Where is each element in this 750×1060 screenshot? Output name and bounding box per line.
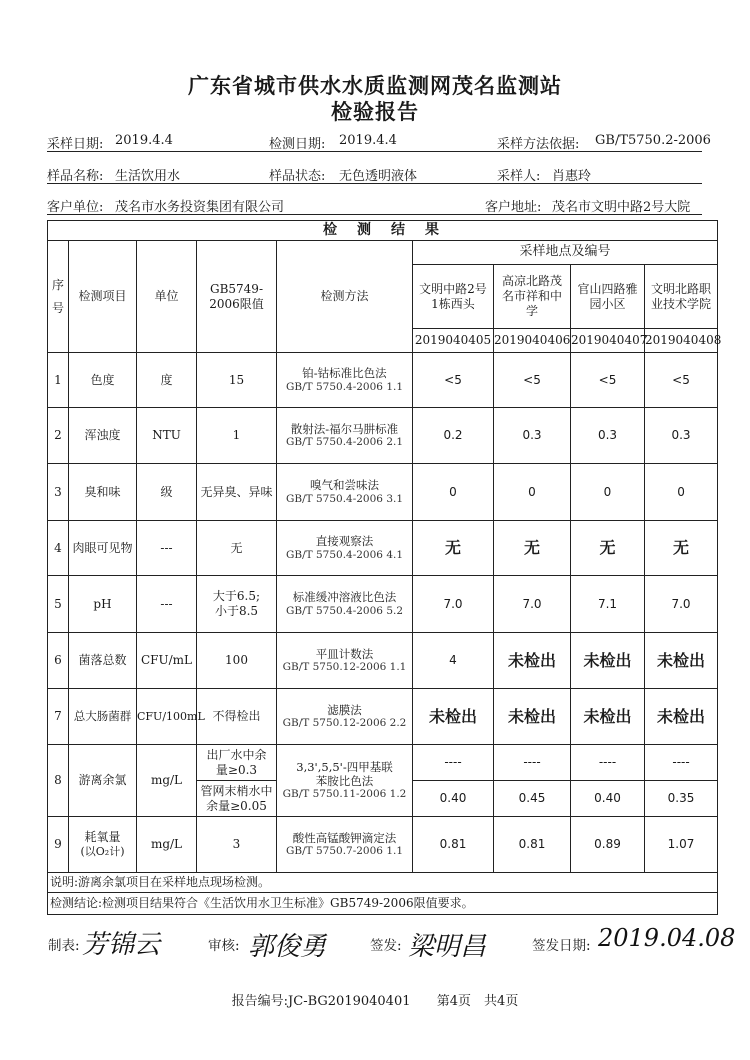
row-seq: 9 — [48, 817, 69, 873]
method-standard: GB/T 5750.4-2006 4.1 — [285, 548, 404, 561]
row-limit: 100 — [197, 633, 277, 689]
location-name-2: 高凉北路茂名市祥和中学 — [494, 265, 571, 329]
result-value: ---- — [571, 745, 645, 781]
row-unit: CFU/mL — [137, 633, 197, 689]
item-line-2: (以O₂计) — [80, 845, 125, 859]
method-standard: GB/T 5750.12-2006 2.2 — [282, 717, 407, 730]
row-seq: 7 — [48, 689, 69, 745]
result-value: 未检出 — [571, 633, 645, 689]
method-name: 嗅气和尝味法 — [310, 478, 379, 493]
method-name: 平皿计数法 — [315, 646, 374, 661]
row-limit: 无异臭、异味 — [197, 464, 277, 521]
sample-name-label: 样品名称: — [47, 169, 104, 184]
location-code-1: 2019040405 — [413, 329, 494, 353]
row-limit-network: 管网末梢水中余量≥0.05 — [197, 781, 277, 817]
result-value: 无 — [645, 521, 718, 576]
method-name: 标准缓冲溶液比色法 — [292, 590, 397, 605]
conclusion-row — [48, 893, 718, 915]
method-standard: GB/T 5750.4-2006 2.1 — [285, 436, 404, 449]
row-item: 浑浊度 — [69, 408, 137, 464]
result-value: ---- — [645, 745, 718, 781]
table-row — [48, 689, 718, 745]
sample-state: 无色透明液体 — [339, 169, 418, 184]
row-seq: 3 — [48, 464, 69, 521]
result-value: 0.45 — [494, 781, 571, 817]
testing-date-label: 检测日期: — [269, 137, 326, 152]
result-value: ---- — [494, 745, 571, 781]
prepared-label: 制表: — [48, 938, 80, 954]
footer — [0, 990, 750, 1009]
issue-date: 2019.04.08 — [598, 924, 736, 952]
row-unit: 级 — [137, 464, 197, 521]
row-method — [277, 689, 413, 745]
row-unit: NTU — [137, 408, 197, 464]
row-unit: CFU/100mL — [137, 689, 197, 745]
sample-state-label: 样品状态: — [269, 169, 326, 184]
result-value: 未检出 — [494, 689, 571, 745]
table-row — [48, 576, 718, 633]
client-address-label: 客户地址: — [485, 200, 542, 215]
info-row-2 — [47, 165, 702, 184]
result-value: 0.3 — [571, 408, 645, 464]
row-limit: 3 — [197, 817, 277, 873]
result-value: <5 — [494, 353, 571, 408]
row-item — [69, 817, 137, 873]
table-caption: 检 测 结 果 — [48, 221, 718, 241]
method-basis: GB/T5750.2-2006 — [595, 133, 711, 148]
result-value: 未检出 — [494, 633, 571, 689]
row-limit-factory: 出厂水中余量≥0.3 — [197, 745, 277, 781]
sampling-date: 2019.4.4 — [115, 133, 173, 148]
method-standard: GB/T 5750.7-2006 1.1 — [285, 845, 404, 858]
method-name: 3,3',5,5'-四甲基联苯胺比色法 — [296, 759, 393, 788]
note-row — [48, 873, 718, 893]
table-row — [48, 464, 718, 521]
col-header-method: 检测方法 — [277, 241, 413, 353]
result-value: 无 — [571, 521, 645, 576]
result-value: 1.07 — [645, 817, 718, 873]
result-value: 0.40 — [571, 781, 645, 817]
location-code-2: 2019040406 — [494, 329, 571, 353]
row-method — [277, 521, 413, 576]
method-standard: GB/T 5750.4-2006 5.2 — [285, 604, 404, 617]
table-row — [48, 408, 718, 464]
row-method — [277, 408, 413, 464]
method-standard: GB/T 5750.11-2006 1.2 — [282, 788, 407, 801]
client-unit-label: 客户单位: — [47, 200, 104, 215]
row-method — [277, 633, 413, 689]
table-row — [48, 353, 718, 408]
location-name-3: 官山四路雅园小区 — [571, 265, 645, 329]
result-value: 0.81 — [494, 817, 571, 873]
results-table — [47, 220, 722, 915]
result-value: 7.0 — [494, 576, 571, 633]
note-text: 说明:游离余氯项目在采样地点现场检测。 — [48, 873, 718, 893]
method-basis-label: 采样方法依据: — [497, 137, 580, 152]
row-seq: 8 — [48, 745, 69, 817]
result-value: 0.40 — [413, 781, 494, 817]
row-limit: 不得检出 — [197, 689, 277, 745]
row-unit: --- — [137, 576, 197, 633]
table-row — [48, 521, 718, 576]
signature-area — [48, 924, 736, 982]
row-unit: mg/L — [137, 745, 197, 817]
prepared-signature: 芳锦云 — [82, 930, 161, 960]
method-name: 滤膜法 — [327, 702, 362, 717]
report-title: 广东省城市供水水质监测网茂名监测站 — [188, 74, 562, 98]
col-header-item: 检测项目 — [69, 241, 137, 353]
method-standard: GB/T 5750.4-2006 1.1 — [285, 380, 404, 393]
result-value: ---- — [413, 745, 494, 781]
review-label: 审核: — [208, 938, 240, 954]
info-row-3 — [47, 196, 702, 215]
row-limit: 1 — [197, 408, 277, 464]
result-value: 0.81 — [413, 817, 494, 873]
result-value: 未检出 — [571, 689, 645, 745]
col-header-limit: GB5749-2006限值 — [197, 241, 277, 353]
client-address: 茂名市文明中路2号大院 — [552, 200, 691, 215]
method-name: 铂-钴标准比色法 — [302, 366, 387, 381]
table-row — [48, 745, 718, 781]
row-seq: 4 — [48, 521, 69, 576]
location-code-3: 2019040407 — [571, 329, 645, 353]
limit-line-2: 小于8.5 — [214, 604, 259, 618]
row-item: 菌落总数 — [69, 633, 137, 689]
issue-label: 签发: — [370, 938, 402, 954]
col-header-unit: 单位 — [137, 241, 197, 353]
result-value: 0 — [571, 464, 645, 521]
testing-date: 2019.4.4 — [339, 133, 397, 148]
page-indicator: 第4页 共4页 — [436, 994, 519, 1009]
caption-row — [48, 221, 718, 241]
location-code-4: 2019040408 — [645, 329, 718, 353]
row-unit: 度 — [137, 353, 197, 408]
result-value: <5 — [413, 353, 494, 408]
table-row — [48, 817, 718, 873]
row-limit: 无 — [197, 521, 277, 576]
result-value: 4 — [413, 633, 494, 689]
row-seq: 2 — [48, 408, 69, 464]
row-seq: 6 — [48, 633, 69, 689]
result-value: 未检出 — [645, 689, 718, 745]
review-signature: 郭俊勇 — [248, 932, 327, 962]
item-line-1: 耗氧量 — [84, 830, 121, 845]
col-header-seq-text: 序号 — [51, 277, 64, 315]
result-value: 无 — [494, 521, 571, 576]
location-name-4: 文明北路职业技术学院 — [645, 265, 718, 329]
col-header-seq — [48, 241, 69, 353]
issue-signature: 梁明昌 — [408, 932, 487, 962]
method-name: 酸性高锰酸钾滴定法 — [292, 830, 397, 845]
row-item: 总大肠菌群 — [69, 689, 137, 745]
sampler: 肖惠玲 — [552, 169, 592, 184]
report-subtitle: 检验报告 — [331, 100, 419, 124]
row-unit: --- — [137, 521, 197, 576]
result-value: 7.0 — [413, 576, 494, 633]
sample-name: 生活饮用水 — [115, 169, 181, 184]
sampling-date-label: 采样日期: — [47, 137, 104, 152]
row-item: 色度 — [69, 353, 137, 408]
result-value: 0.2 — [413, 408, 494, 464]
method-standard: GB/T 5750.12-2006 1.1 — [282, 661, 407, 674]
result-value: <5 — [571, 353, 645, 408]
issue-date-label: 签发日期: — [532, 938, 591, 954]
table-row — [48, 633, 718, 689]
report-number: 报告编号:JC-BG2019040401 — [231, 994, 411, 1009]
result-value: 未检出 — [413, 689, 494, 745]
method-standard: GB/T 5750.4-2006 3.1 — [285, 492, 404, 505]
row-seq: 5 — [48, 576, 69, 633]
row-item: 肉眼可见物 — [69, 521, 137, 576]
col-header-locations: 采样地点及编号 — [413, 241, 718, 265]
client-unit: 茂名市水务投资集团有限公司 — [115, 200, 285, 215]
location-name-1: 文明中路2号1栋西头 — [413, 265, 494, 329]
result-value: 0 — [645, 464, 718, 521]
result-value: 0 — [413, 464, 494, 521]
row-item: pH — [69, 576, 137, 633]
result-value: 0 — [494, 464, 571, 521]
result-value: 0.3 — [494, 408, 571, 464]
row-limit — [197, 576, 277, 633]
result-value: 未检出 — [645, 633, 718, 689]
result-value: 0.89 — [571, 817, 645, 873]
result-value: 无 — [413, 521, 494, 576]
row-method — [277, 464, 413, 521]
header-row-1 — [48, 241, 718, 265]
conclusion-text: 检测结论:检测项目结果符合《生活饮用水卫生标准》GB5749-2006限值要求。 — [48, 893, 718, 915]
method-name: 散射法-福尔马肼标准 — [290, 421, 399, 436]
info-row-1 — [47, 133, 711, 152]
row-method — [277, 576, 413, 633]
result-value: 7.1 — [571, 576, 645, 633]
row-unit: mg/L — [137, 817, 197, 873]
method-name: 直接观察法 — [315, 534, 374, 549]
row-seq: 1 — [48, 353, 69, 408]
row-method — [277, 353, 413, 408]
result-value: 0.3 — [645, 408, 718, 464]
row-limit: 15 — [197, 353, 277, 408]
row-item: 臭和味 — [69, 464, 137, 521]
row-method — [277, 745, 413, 817]
row-item: 游离余氯 — [69, 745, 137, 817]
limit-line-1: 大于6.5; — [212, 589, 261, 603]
result-value: 0.35 — [645, 781, 718, 817]
row-method — [277, 817, 413, 873]
sampler-label: 采样人: — [497, 169, 541, 184]
result-value: 7.0 — [645, 576, 718, 633]
result-value: <5 — [645, 353, 718, 408]
